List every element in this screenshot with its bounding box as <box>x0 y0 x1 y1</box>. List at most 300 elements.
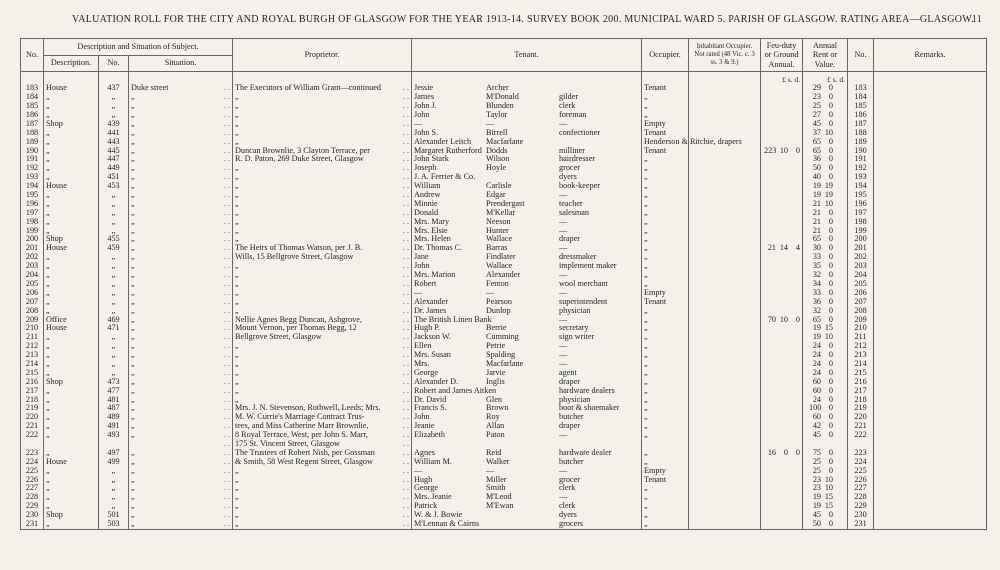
situation-cell: „ . . <box>129 288 233 297</box>
annual-rent-cell: 23 0 <box>803 93 848 102</box>
occupier-cell: „ <box>642 386 689 395</box>
occupier-cell: „ <box>642 226 689 235</box>
subject-description: „ <box>44 431 99 440</box>
tenant-cell: John Taylor foreman <box>412 111 642 120</box>
col-header-description: Description. <box>44 56 99 72</box>
entry-number-right: 219 <box>848 404 874 413</box>
table-row <box>21 440 987 449</box>
proprietor-cell: & Smith, 58 West Regent Street, Glasgow . . <box>233 457 412 466</box>
subject-description: „ <box>44 520 99 529</box>
entry-number: 217 <box>21 386 44 395</box>
remarks-cell <box>874 93 987 102</box>
occupier-cell: „ <box>642 315 689 324</box>
street-number: „ <box>99 484 129 493</box>
street-number: „ <box>99 360 129 369</box>
proprietor-cell: M. W. Currie's Marriage Contract Trus- . . <box>233 413 412 422</box>
units-row <box>21 72 987 85</box>
inhabitant-cell <box>689 120 761 129</box>
annual-rent-cell: 21 10 <box>803 200 848 209</box>
proprietor-cell: „ . . <box>233 502 412 511</box>
entry-number: 221 <box>21 422 44 431</box>
entry-number: 196 <box>21 200 44 209</box>
remarks-cell <box>874 466 987 475</box>
occupier-cell: „ <box>642 111 689 120</box>
feu-duty-cell <box>761 520 803 529</box>
situation-cell: „ . . <box>129 173 233 182</box>
feu-duty-cell <box>761 280 803 289</box>
entry-number-right: 189 <box>848 137 874 146</box>
entry-number-right: 226 <box>848 475 874 484</box>
situation-cell: „ . . <box>129 111 233 120</box>
annual-rent-cell: 36 0 <box>803 297 848 306</box>
entry-number: 225 <box>21 466 44 475</box>
entry-number-right: 196 <box>848 200 874 209</box>
tenant-cell: — — — <box>412 466 642 475</box>
entry-number: 223 <box>21 449 44 458</box>
subject-description: „ <box>44 484 99 493</box>
inhabitant-cell <box>689 413 761 422</box>
proprietor-cell: „ . . <box>233 271 412 280</box>
tenant-cell: Hugh Miller grocer <box>412 475 642 484</box>
entry-number: 220 <box>21 413 44 422</box>
feu-duty-cell <box>761 155 803 164</box>
col-header-feu-duty: Feu-duty or Ground Annual. <box>761 39 803 72</box>
tenant-cell: Mrs. Mary Neeson — <box>412 217 642 226</box>
situation-cell: „ . . <box>129 431 233 440</box>
entry-number: 183 <box>21 84 44 93</box>
feu-duty-cell <box>761 369 803 378</box>
subject-description: „ <box>44 466 99 475</box>
annual-rent-cell: 65 0 <box>803 315 848 324</box>
subject-description: House <box>44 324 99 333</box>
table-row <box>21 306 987 315</box>
proprietor-cell: „ . . <box>233 102 412 111</box>
remarks-cell <box>874 235 987 244</box>
entry-number: 231 <box>21 520 44 529</box>
annual-rent-cell: 21 0 <box>803 217 848 226</box>
situation-cell: „ . . <box>129 191 233 200</box>
entry-number: 219 <box>21 404 44 413</box>
proprietor-cell: „ . . <box>233 511 412 520</box>
street-number: 447 <box>99 155 129 164</box>
entry-number-right: 220 <box>848 413 874 422</box>
street-number: „ <box>99 271 129 280</box>
inhabitant-cell <box>689 208 761 217</box>
occupier-cell: „ <box>642 164 689 173</box>
occupier-cell: „ <box>642 342 689 351</box>
annual-rent-cell: 25 0 <box>803 102 848 111</box>
annual-rent-cell: 37 10 <box>803 128 848 137</box>
tenant-cell: Agnes Reid hardware dealer <box>412 449 642 458</box>
tenant-cell: Robert and James Aitken hardware dealers <box>412 386 642 395</box>
entry-number: 212 <box>21 342 44 351</box>
feu-duty-cell <box>761 128 803 137</box>
tenant-cell: Mrs. Susan Spalding — <box>412 351 642 360</box>
proprietor-cell: „ . . <box>233 217 412 226</box>
entry-number: 202 <box>21 253 44 262</box>
inhabitant-cell <box>689 226 761 235</box>
entry-number-right: 190 <box>848 146 874 155</box>
annual-rent-cell: 50 0 <box>803 520 848 529</box>
situation-cell: „ . . <box>129 484 233 493</box>
entry-number: 208 <box>21 306 44 315</box>
annual-rent-cell: 25 0 <box>803 466 848 475</box>
col-header-annual-rent: Annual Rent or Value. <box>803 39 848 72</box>
subject-description: „ <box>44 422 99 431</box>
subject-description: Shop <box>44 120 99 129</box>
tenant-cell: Donald M'Kellar salesman <box>412 208 642 217</box>
remarks-cell <box>874 395 987 404</box>
tenant-cell: Andrew Edgar — <box>412 191 642 200</box>
tenant-cell: M'Lennan & Cairns grocers <box>412 520 642 529</box>
feu-duty-cell <box>761 102 803 111</box>
remarks-cell <box>874 173 987 182</box>
annual-rent-cell: 36 0 <box>803 155 848 164</box>
table-row <box>21 511 987 520</box>
feu-duty-cell <box>761 182 803 191</box>
inhabitant-cell <box>689 191 761 200</box>
situation-cell: „ . . <box>129 244 233 253</box>
situation-cell: „ . . <box>129 342 233 351</box>
inhabitant-cell <box>689 395 761 404</box>
entry-number-right: 216 <box>848 377 874 386</box>
proprietor-cell: „ . . <box>233 128 412 137</box>
street-number: „ <box>99 262 129 271</box>
subject-description: „ <box>44 226 99 235</box>
situation-cell: „ . . <box>129 520 233 529</box>
occupier-cell: „ <box>642 422 689 431</box>
proprietor-cell: Mrs. J. N. Stevenson, Rothwell, Leeds; Mrs. . . <box>233 404 412 413</box>
annual-rent-cell: 19 15 <box>803 493 848 502</box>
annual-rent-cell: 24 0 <box>803 351 848 360</box>
occupier-cell: Tenant <box>642 146 689 155</box>
subject-description: „ <box>44 128 99 137</box>
entry-number: 224 <box>21 457 44 466</box>
entry-number-right: 193 <box>848 173 874 182</box>
subject-description: „ <box>44 208 99 217</box>
col-header-no-right: No. <box>848 39 874 72</box>
situation-cell: „ . . <box>129 475 233 484</box>
subject-description: House <box>44 457 99 466</box>
feu-duty-cell: 21 14 4 <box>761 244 803 253</box>
table-row <box>21 111 987 120</box>
subject-description: „ <box>44 262 99 271</box>
proprietor-cell: „ . . <box>233 173 412 182</box>
col-header-number: No. <box>99 56 129 72</box>
street-number: „ <box>99 111 129 120</box>
situation-cell: „ . . <box>129 395 233 404</box>
street-number: „ <box>99 369 129 378</box>
occupier-cell: „ <box>642 262 689 271</box>
annual-rent-cell: 32 0 <box>803 271 848 280</box>
entry-number-right: 202 <box>848 253 874 262</box>
occupier-cell: „ <box>642 280 689 289</box>
subject-description: „ <box>44 191 99 200</box>
tenant-cell: George Jarvie agent <box>412 369 642 378</box>
feu-duty-cell <box>761 404 803 413</box>
tenant-cell: Dr. James Dunlop physician <box>412 306 642 315</box>
street-number: „ <box>99 200 129 209</box>
subject-description: „ <box>44 493 99 502</box>
street-number: 437 <box>99 84 129 93</box>
remarks-cell <box>874 342 987 351</box>
col-header-occupier: Occupier. <box>642 39 689 72</box>
proprietor-cell: „ . . <box>233 395 412 404</box>
subject-description: „ <box>44 333 99 342</box>
tenant-cell: William M. Walker butcher <box>412 457 642 466</box>
street-number: „ <box>99 342 129 351</box>
occupier-cell: „ <box>642 404 689 413</box>
inhabitant-cell <box>689 271 761 280</box>
annual-rent-cell: 50 0 <box>803 164 848 173</box>
inhabitant-cell <box>689 128 761 137</box>
entry-number: 191 <box>21 155 44 164</box>
proprietor-cell: „ . . <box>233 111 412 120</box>
inhabitant-cell <box>689 449 761 458</box>
feu-duty-cell <box>761 431 803 440</box>
street-number: „ <box>99 217 129 226</box>
situation-cell: „ . . <box>129 120 233 129</box>
occupier-cell: „ <box>642 333 689 342</box>
inhabitant-cell <box>689 440 761 449</box>
subject-description: „ <box>44 502 99 511</box>
annual-rent-cell: 65 0 <box>803 146 848 155</box>
entry-number-right: 231 <box>848 520 874 529</box>
valuation-table <box>20 38 987 530</box>
inhabitant-cell <box>689 511 761 520</box>
proprietor-cell: Duncan Brownlie, 3 Clayton Terrace, per . . <box>233 146 412 155</box>
street-number: 489 <box>99 413 129 422</box>
feu-duty-cell <box>761 395 803 404</box>
occupier-cell: „ <box>642 217 689 226</box>
inhabitant-cell <box>689 244 761 253</box>
entry-number: 203 <box>21 262 44 271</box>
occupier-cell: Tenant <box>642 475 689 484</box>
inhabitant-cell <box>689 360 761 369</box>
subject-description: „ <box>44 395 99 404</box>
entry-number-right: 227 <box>848 484 874 493</box>
tenant-cell: John Stark Wilson hairdresser <box>412 155 642 164</box>
entry-number-right: 207 <box>848 297 874 306</box>
remarks-cell <box>874 120 987 129</box>
inhabitant-cell <box>689 386 761 395</box>
subject-description: „ <box>44 271 99 280</box>
street-number: „ <box>99 333 129 342</box>
remarks-cell <box>874 351 987 360</box>
subject-description: „ <box>44 280 99 289</box>
annual-rent-cell: 30 0 <box>803 244 848 253</box>
situation-cell: „ . . <box>129 217 233 226</box>
table-row <box>21 502 987 511</box>
tenant-cell: Elizabeth Paton — <box>412 431 642 440</box>
subject-description: „ <box>44 93 99 102</box>
table-row <box>21 137 987 146</box>
street-number: 477 <box>99 386 129 395</box>
entry-number-right: 222 <box>848 431 874 440</box>
tenant-cell: John Wallace implement maker <box>412 262 642 271</box>
inhabitant-cell <box>689 324 761 333</box>
entry-number-right: 224 <box>848 457 874 466</box>
annual-rent-cell: 24 0 <box>803 360 848 369</box>
entry-number-right: 225 <box>848 466 874 475</box>
proprietor-cell: „ . . <box>233 520 412 529</box>
proprietor-cell: „ . . <box>233 226 412 235</box>
street-number: „ <box>99 475 129 484</box>
table-row <box>21 386 987 395</box>
occupier-cell: Empty <box>642 288 689 297</box>
remarks-cell <box>874 360 987 369</box>
entry-number-right: 192 <box>848 164 874 173</box>
occupier-cell: „ <box>642 511 689 520</box>
entry-number: 213 <box>21 351 44 360</box>
annual-rent-cell: 19 15 <box>803 324 848 333</box>
annual-rent-cell: 100 0 <box>803 404 848 413</box>
feu-duty-cell <box>761 484 803 493</box>
situation-cell: „ . . <box>129 502 233 511</box>
occupier-cell: „ <box>642 360 689 369</box>
remarks-cell <box>874 208 987 217</box>
annual-rent-cell: 19 19 <box>803 191 848 200</box>
proprietor-cell: The Heirs of Thomas Watson, per J. B. . . <box>233 244 412 253</box>
feu-duty-cell <box>761 377 803 386</box>
subject-description: „ <box>44 386 99 395</box>
remarks-cell <box>874 386 987 395</box>
remarks-cell <box>874 155 987 164</box>
tenant-cell: Mrs. Elsie Hunter — <box>412 226 642 235</box>
entry-number: 190 <box>21 146 44 155</box>
occupier-cell <box>642 440 689 449</box>
occupier-cell: „ <box>642 377 689 386</box>
proprietor-cell: Bellgrove Street, Glasgow . . <box>233 333 412 342</box>
entry-number: 227 <box>21 484 44 493</box>
proprietor-cell: „ . . <box>233 280 412 289</box>
inhabitant-cell <box>689 520 761 529</box>
remarks-cell <box>874 493 987 502</box>
occupier-cell: „ <box>642 182 689 191</box>
inhabitant-cell <box>689 475 761 484</box>
entry-number-right: 183 <box>848 84 874 93</box>
feu-duty-cell <box>761 93 803 102</box>
occupier-cell: Henderson & Ritchie, drapers <box>642 137 689 146</box>
proprietor-cell: „ . . <box>233 369 412 378</box>
remarks-cell <box>874 333 987 342</box>
street-number: 473 <box>99 377 129 386</box>
entry-number-right: 197 <box>848 208 874 217</box>
street-number: 449 <box>99 164 129 173</box>
proprietor-cell: The Trustees of Robert Nish, per Gossman . . <box>233 449 412 458</box>
remarks-cell <box>874 200 987 209</box>
entry-number: 205 <box>21 280 44 289</box>
annual-rent-cell: 35 0 <box>803 262 848 271</box>
proprietor-cell: „ . . <box>233 235 412 244</box>
entry-number: 216 <box>21 377 44 386</box>
occupier-cell: „ <box>642 369 689 378</box>
inhabitant-cell <box>689 502 761 511</box>
proprietor-cell: „ . . <box>233 288 412 297</box>
situation-cell: „ . . <box>129 200 233 209</box>
proprietor-cell: „ . . <box>233 475 412 484</box>
subject-description: „ <box>44 288 99 297</box>
situation-cell: „ . . <box>129 102 233 111</box>
situation-cell: „ . . <box>129 404 233 413</box>
col-header-no: No. <box>21 39 44 72</box>
occupier-cell: „ <box>642 93 689 102</box>
street-number: 499 <box>99 457 129 466</box>
inhabitant-cell <box>689 102 761 111</box>
street-number: „ <box>99 208 129 217</box>
street-number: 491 <box>99 422 129 431</box>
inhabitant-cell <box>689 333 761 342</box>
annual-rent-cell: 29 0 <box>803 84 848 93</box>
tenant-cell: Dr. Thomas C. Barras — <box>412 244 642 253</box>
remarks-cell <box>874 404 987 413</box>
street-number: „ <box>99 351 129 360</box>
entry-number: 211 <box>21 333 44 342</box>
inhabitant-cell <box>689 182 761 191</box>
inhabitant-cell <box>689 369 761 378</box>
inhabitant-cell <box>689 84 761 93</box>
entry-number-right: 201 <box>848 244 874 253</box>
occupier-cell: Tenant <box>642 84 689 93</box>
situation-cell: „ . . <box>129 493 233 502</box>
entry-number-right: 218 <box>848 395 874 404</box>
remarks-cell <box>874 137 987 146</box>
subject-description: House <box>44 84 99 93</box>
subject-description: „ <box>44 173 99 182</box>
annual-rent-cell: 42 0 <box>803 422 848 431</box>
situation-cell: . . <box>129 440 233 449</box>
tenant-cell: Joseph Hoyle grocer <box>412 164 642 173</box>
feu-duty-cell <box>761 342 803 351</box>
remarks-cell <box>874 217 987 226</box>
subject-description: „ <box>44 102 99 111</box>
feu-duty-cell <box>761 297 803 306</box>
situation-cell: „ . . <box>129 262 233 271</box>
subject-description: „ <box>44 253 99 262</box>
tenant-cell: Minnie Prendergast teacher <box>412 200 642 209</box>
occupier-cell: „ <box>642 493 689 502</box>
feu-duty-cell <box>761 493 803 502</box>
street-number: 487 <box>99 404 129 413</box>
subject-description: „ <box>44 306 99 315</box>
col-header-inhabitant-occupier: Inhabitant Occupier. Not rated (48 Vic. c. 3 ss. 3 & 9.) <box>689 39 761 72</box>
proprietor-cell: „ . . <box>233 208 412 217</box>
proprietor-cell: Wills, 15 Bellgrove Street, Glasgow . . <box>233 253 412 262</box>
entry-number: 198 <box>21 217 44 226</box>
entry-number: 197 <box>21 208 44 217</box>
annual-rent-cell: 65 0 <box>803 235 848 244</box>
subject-description: „ <box>44 164 99 173</box>
proprietor-cell: „ . . <box>233 262 412 271</box>
entry-number: 189 <box>21 137 44 146</box>
page-number: 11 <box>971 14 982 25</box>
inhabitant-cell <box>689 288 761 297</box>
subject-description: „ <box>44 217 99 226</box>
feu-duty-cell <box>761 120 803 129</box>
proprietor-cell: „ . . <box>233 377 412 386</box>
entry-number-right: 229 <box>848 502 874 511</box>
remarks-cell <box>874 457 987 466</box>
subject-description: „ <box>44 297 99 306</box>
remarks-cell <box>874 128 987 137</box>
entry-number-right: 186 <box>848 111 874 120</box>
entry-number-right: 191 <box>848 155 874 164</box>
remarks-cell <box>874 262 987 271</box>
feu-duty-cell <box>761 271 803 280</box>
entry-number-right: 228 <box>848 493 874 502</box>
street-number: 443 <box>99 137 129 146</box>
annual-rent-cell: 24 0 <box>803 369 848 378</box>
